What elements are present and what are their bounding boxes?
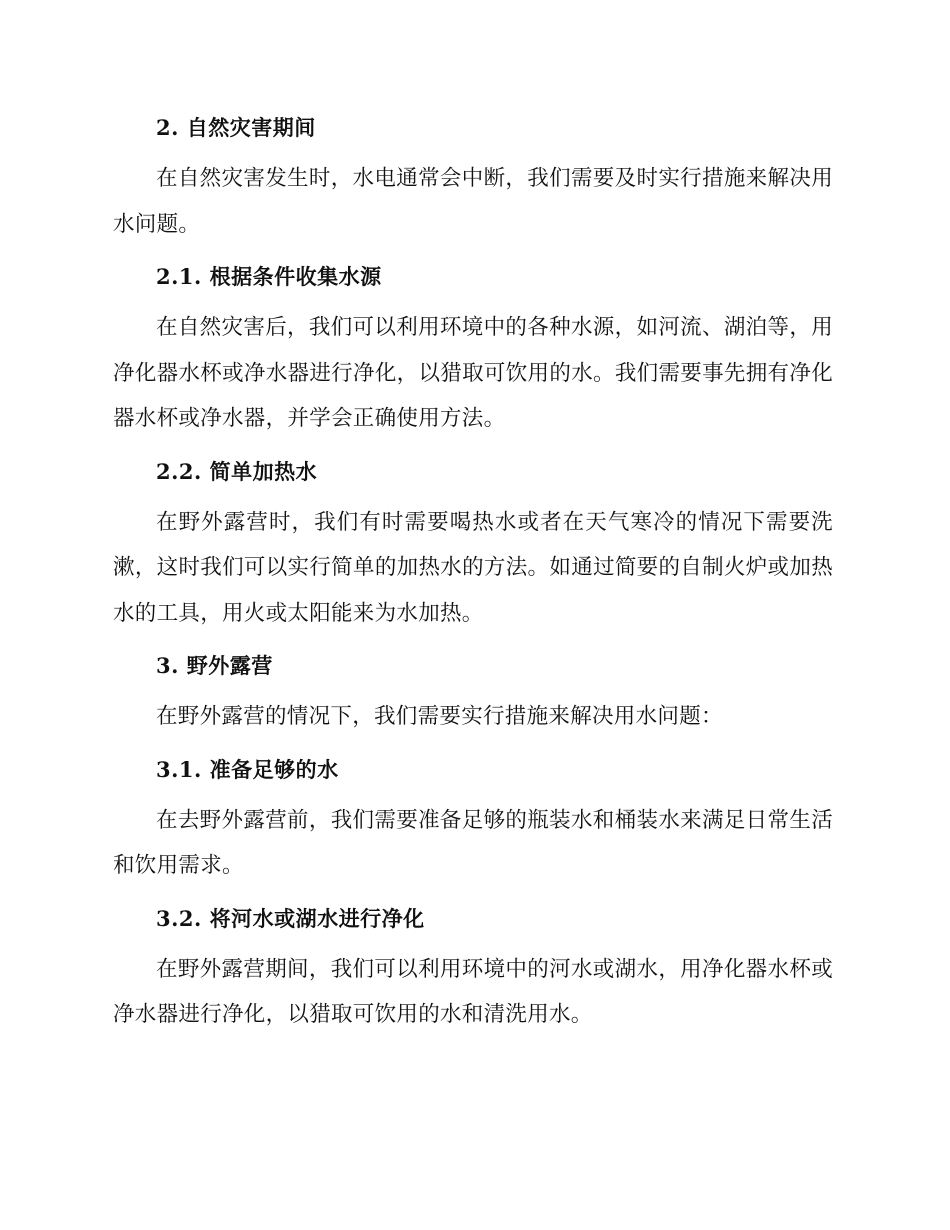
section-paragraph-3-1: 在去野外露营前，我们需要准备足够的瓶装水和桶装水来满足日常生活和饮用需求。 [113, 807, 833, 878]
section-paragraph-3-2: 在野外露营期间，我们可以利用环境中的河水或湖水，用净化器水杯或净水器进行净化，以猎取可饮用的水和清洗用水。 [113, 956, 833, 1027]
section-heading-3-2: 3.2. 将河水或湖水进行净化 [156, 905, 425, 931]
document-page [113, 108, 833, 1038]
section-paragraph-3: 在野外露营的情况下，我们需要实行措施来解决用水问题： [156, 704, 723, 729]
section-paragraph-2-2: 在野外露营时，我们有时需要喝热水或者在天气寒冷的情况下需要洗漱，这时我们可以实行简单的加热水的方法。如通过简要的自制火炉或加热水的工具，用火或太阳能来为水加热。 [113, 509, 833, 626]
section-heading-2: 2. 自然灾害期间 [156, 115, 316, 140]
section-paragraph-2: 在自然灾害发生时，水电通常会中断，我们需要及时实行措施来解决用水问题。 [113, 166, 833, 237]
section-paragraph-2-1: 在自然灾害后，我们可以利用环境中的各种水源，如河流、湖泊等，用净化器水杯或净水器进行净化，以猎取可饮用的水。我们需要事先拥有净化器水杯或净水器，并学会正确使用方法。 [113, 315, 833, 431]
section-heading-2-2: 2.2. 简单加热水 [156, 458, 318, 484]
section-heading-3: 3. 野外露营 [156, 653, 273, 678]
section-heading-2-1: 2.1. 根据条件收集水源 [156, 264, 382, 289]
section-heading-3-1: 3.1. 准备足够的水 [156, 756, 339, 782]
